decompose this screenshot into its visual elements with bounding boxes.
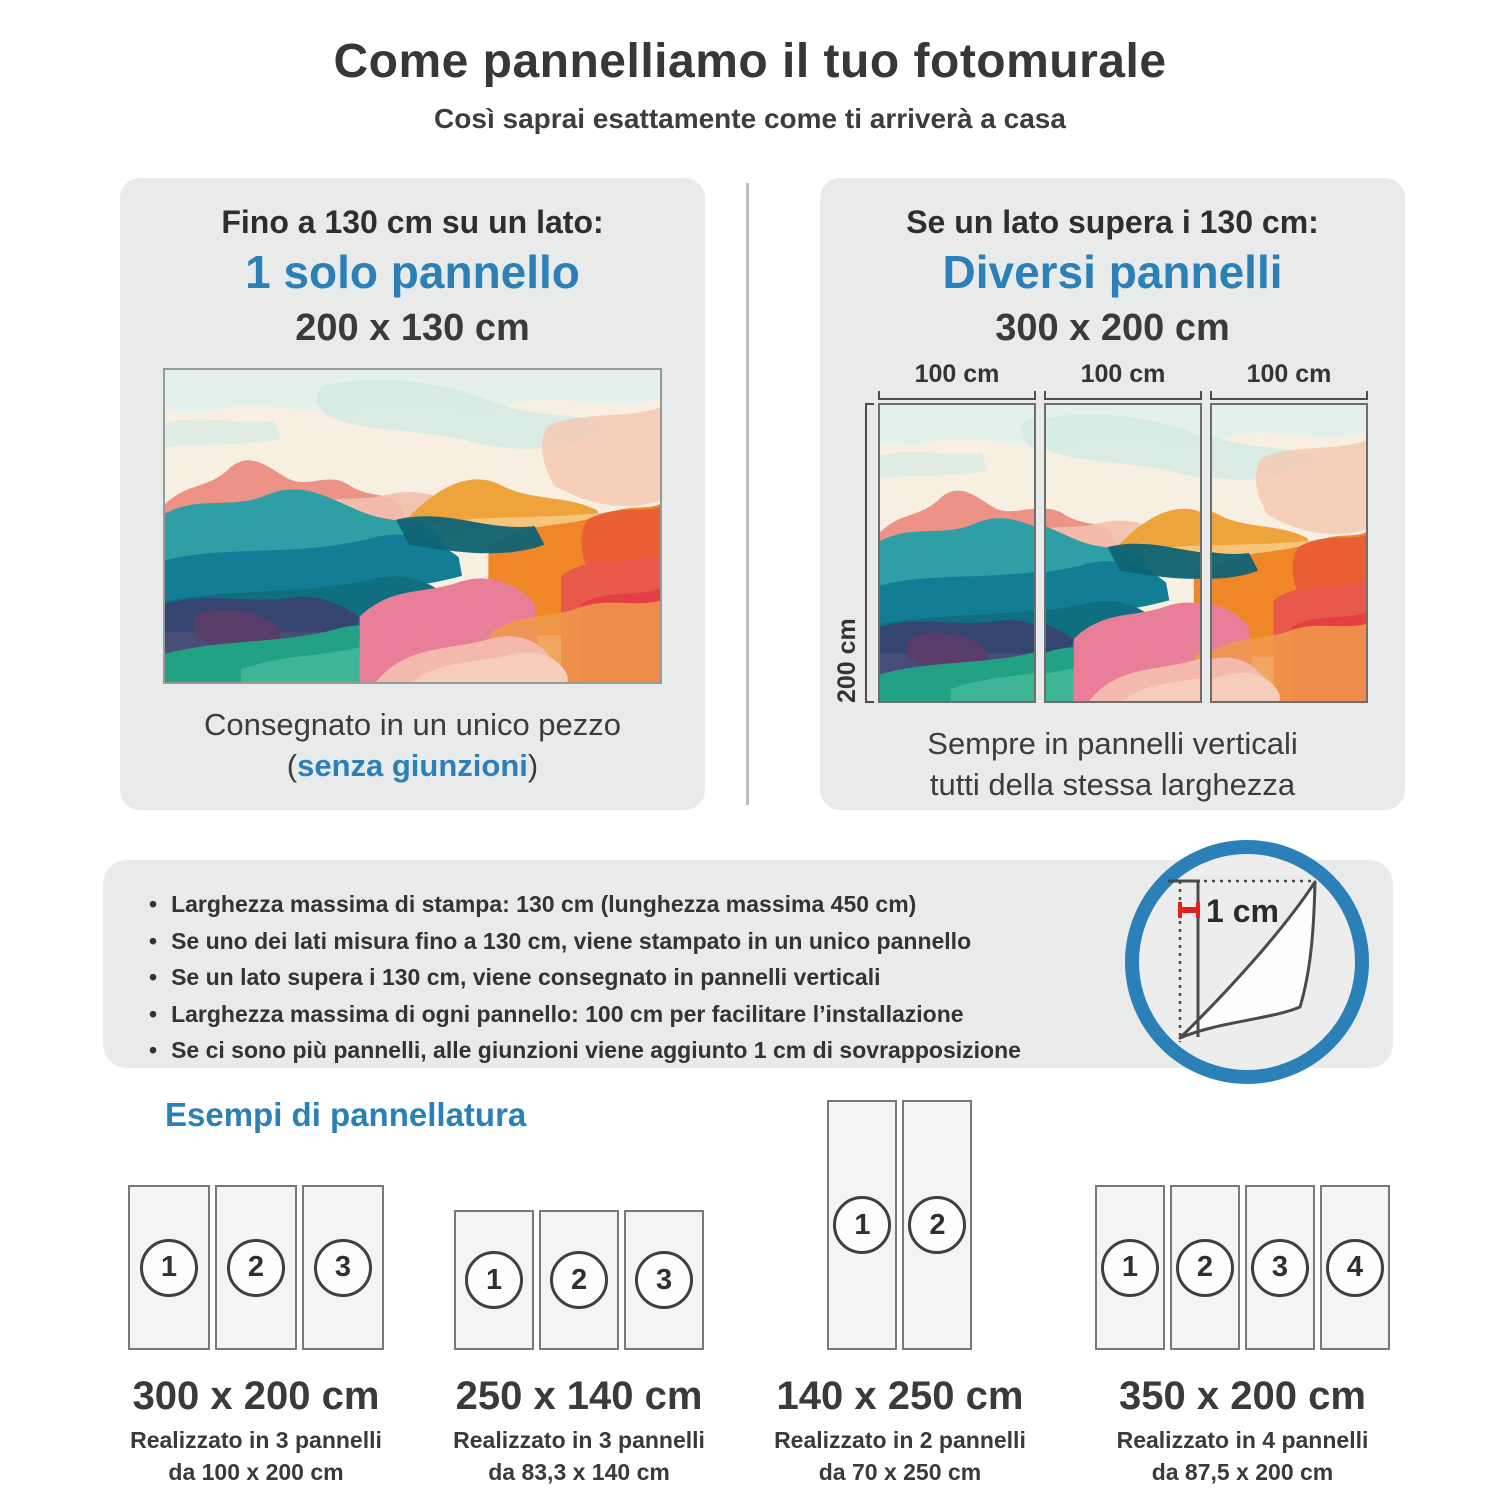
example-panels <box>827 1100 972 1350</box>
width-label: 100 cm <box>1246 360 1332 388</box>
multi-panel-caption <box>820 723 1405 805</box>
single-panel-heading: Fino a 130 cm su un lato: <box>221 204 604 240</box>
example-size: 300 x 200 cm <box>132 1374 380 1418</box>
panel-number-badge: 2 <box>227 1239 285 1297</box>
panel-number-badge: 2 <box>550 1251 608 1309</box>
width-label: 100 cm <box>914 360 1000 388</box>
example-detail-line2: da 83,3 x 140 cm <box>488 1459 670 1485</box>
example-detail-line2: da 100 x 200 cm <box>168 1459 344 1485</box>
example-detail <box>1117 1424 1369 1488</box>
example-detail-line1: Realizzato in 4 pannelli <box>1116 1427 1369 1453</box>
vertical-divider <box>746 183 749 805</box>
paneled-preview <box>833 360 1368 703</box>
example-panel <box>302 1185 384 1350</box>
height-bracket <box>865 403 874 703</box>
note-bullet <box>149 1032 1133 1069</box>
panel-number-badge: 1 <box>833 1196 891 1254</box>
caption-line2: tutti della stessa larghezza <box>929 767 1296 802</box>
panel-number-badge: 1 <box>465 1251 523 1309</box>
mural-panel-2 <box>1044 403 1202 703</box>
note-text: • Se un lato supera i 130 cm, viene consegnato in pannelli verticali <box>171 964 881 990</box>
examples-heading: Esempi di pannellatura <box>165 1096 527 1133</box>
multi-panel-heading: Se un lato supera i 130 cm: <box>906 204 1319 240</box>
mural-preview-panels <box>878 403 1368 703</box>
example-350x200 <box>1095 1100 1390 1488</box>
panel-number-badge: 3 <box>1251 1239 1309 1297</box>
page-title: Come pannelliamo il tuo fotomurale <box>333 35 1167 88</box>
note-text: • Larghezza massima di ogni pannello: 100 cm per facilitare l’installazione <box>171 1000 964 1027</box>
example-detail <box>130 1424 382 1488</box>
example-panel <box>128 1185 210 1350</box>
example-detail-line2: da 87,5 x 200 cm <box>1151 1459 1334 1485</box>
header <box>0 34 1500 135</box>
caption-highlight: senza giunzioni <box>297 748 528 783</box>
multi-panel-highlight: Diversi pannelli <box>942 246 1283 298</box>
panel-number-badge: 3 <box>314 1239 372 1297</box>
multi-panel-size: 300 x 200 cm <box>995 307 1230 349</box>
example-panels <box>1095 1100 1390 1350</box>
example-panels <box>454 1100 704 1350</box>
page-subtitle: Così saprai esattamente come ti arriverà a casa <box>434 103 1066 134</box>
caption-line1: Consegnato in un unico pezzo <box>203 707 622 742</box>
note-text: • Se ci sono più pannelli, alle giunzioni viene aggiunto 1 cm di sovrapposizione <box>171 1037 1021 1063</box>
example-panel <box>215 1185 297 1350</box>
example-panel <box>902 1100 972 1350</box>
panel-number-badge: 2 <box>1176 1239 1234 1297</box>
example-panel <box>1245 1185 1315 1350</box>
multi-panel-card <box>820 178 1405 810</box>
caption-line1: Sempre in pannelli verticali <box>927 726 1298 761</box>
example-detail-line1: Realizzato in 3 pannelli <box>453 1427 705 1453</box>
example-panel <box>454 1210 534 1350</box>
paren-close: ) <box>527 748 539 783</box>
panel-number-badge: 4 <box>1326 1239 1384 1297</box>
note-bullet <box>149 886 1133 923</box>
note-text: • Se uno dei lati misura fino a 130 cm, viene stampato in un unico pannello <box>171 927 972 954</box>
paren-open: ( <box>286 748 298 783</box>
width-bracket <box>878 391 1036 400</box>
width-brackets <box>878 391 1368 400</box>
width-bracket <box>1044 391 1202 400</box>
single-panel-caption <box>120 704 705 786</box>
example-panel <box>1095 1185 1165 1350</box>
single-panel-card <box>120 178 705 810</box>
width-label: 100 cm <box>1080 360 1166 388</box>
height-label: 200 cm <box>833 618 861 703</box>
single-panel-highlight: 1 solo pannello <box>245 246 580 298</box>
example-size: 250 x 140 cm <box>455 1374 703 1418</box>
note-text: • Larghezza massima di stampa: 130 cm (lunghezza massima 450 cm) <box>171 891 917 917</box>
example-140x250 <box>774 1100 1026 1488</box>
panel-number-badge: 1 <box>1101 1239 1159 1297</box>
example-panel <box>539 1210 619 1350</box>
example-size: 140 x 250 cm <box>776 1374 1024 1418</box>
mural-preview-single <box>163 368 662 684</box>
example-detail-line1: Realizzato in 2 pannelli <box>774 1427 1026 1453</box>
note-bullet <box>149 923 1133 960</box>
width-bracket <box>1210 391 1368 400</box>
example-size: 350 x 200 cm <box>1119 1374 1366 1418</box>
watercolor-image <box>165 370 660 682</box>
watercolor-image-left <box>880 405 1034 701</box>
note-bullet <box>149 959 1133 996</box>
example-panels <box>128 1100 384 1350</box>
watercolor-image-right <box>1212 405 1366 701</box>
height-measure <box>834 403 874 703</box>
example-detail <box>774 1424 1026 1488</box>
example-300x200 <box>128 1100 384 1488</box>
example-panel <box>1170 1185 1240 1350</box>
example-panel <box>1320 1185 1390 1350</box>
overlap-badge-icon <box>1122 837 1372 1087</box>
example-panel <box>624 1210 704 1350</box>
note-bullet <box>149 996 1133 1033</box>
caption-line2 <box>120 745 705 786</box>
single-panel-size: 200 x 130 cm <box>295 307 530 349</box>
panel-number-badge: 3 <box>635 1251 693 1309</box>
mural-panel-3 <box>1210 403 1368 703</box>
example-detail <box>453 1424 705 1488</box>
example-detail-line2: da 70 x 250 cm <box>818 1459 982 1485</box>
example-panel <box>827 1100 897 1350</box>
panel-number-badge: 2 <box>908 1196 966 1254</box>
overlap-label: 1 cm <box>1206 893 1279 929</box>
mural-panel-1 <box>878 403 1036 703</box>
width-labels <box>878 360 1368 389</box>
example-detail-line1: Realizzato in 3 pannelli <box>130 1427 382 1453</box>
panel-number-badge: 1 <box>140 1239 198 1297</box>
example-250x140 <box>453 1100 705 1488</box>
watercolor-image-center <box>1046 405 1200 701</box>
examples-row <box>128 1100 1390 1488</box>
